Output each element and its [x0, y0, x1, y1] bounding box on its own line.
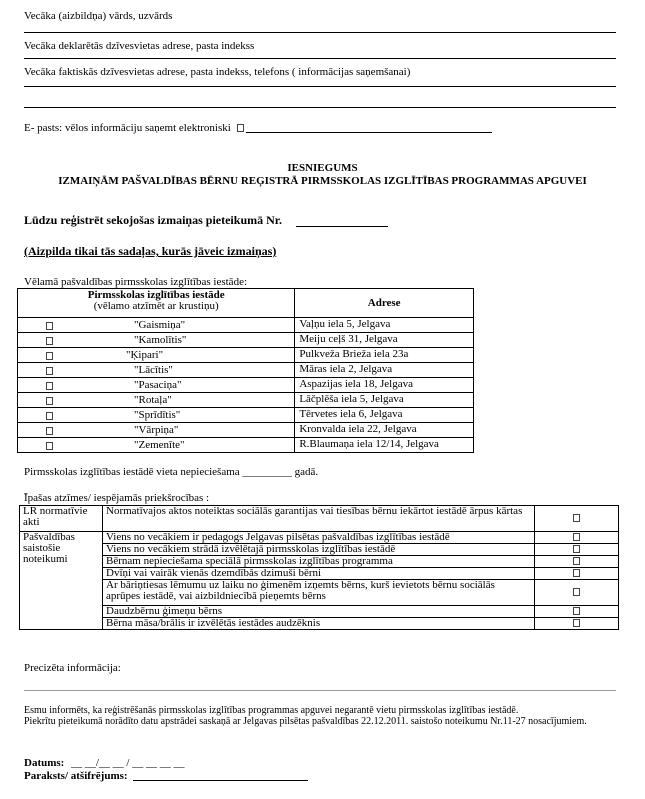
institution-row — [18, 348, 474, 363]
request-text: Lūdzu reģistrēt sekojošas izmaiņas pieteikumā Nr. — [24, 213, 282, 227]
institution-name-cell — [18, 318, 295, 333]
privilege-checkbox-cell — [535, 618, 619, 630]
institution-checkbox[interactable] — [46, 337, 53, 345]
institution-row — [18, 393, 474, 408]
privilege-checkbox[interactable] — [573, 607, 580, 615]
document-title: IESNIEGUMS — [287, 162, 358, 174]
note-text: (Aizpilda tikai tās sadaļas, kurās jāveic izmaiņas) — [24, 244, 277, 258]
institution-caption: Vēlamā pašvaldības pirmsskolas izglītības iestāde: — [24, 276, 248, 288]
privilege-checkbox[interactable] — [573, 545, 580, 553]
date-field[interactable]: __ __/__ __ / __ __ __ __ — [71, 757, 185, 769]
notice — [24, 705, 620, 727]
privilege-checkbox[interactable] — [573, 588, 580, 596]
institution-address: Lāčplēša iela 5, Jelgava — [295, 393, 474, 408]
privilege-text: Daudzbērnu ģimeņu bērns — [103, 606, 535, 618]
institution-checkbox[interactable] — [46, 367, 53, 375]
institution-checkbox[interactable] — [46, 382, 53, 390]
institution-name: "Kamolītis" — [134, 334, 187, 346]
institution-address: Pulkveža Brieža iela 23a — [295, 348, 474, 363]
institution-name: "Ķipari" — [126, 349, 164, 361]
institution-name: "Zemenīte" — [134, 439, 185, 451]
email-field[interactable] — [246, 132, 492, 133]
application-number-field[interactable] — [296, 226, 388, 227]
privilege-row — [20, 580, 619, 606]
institution-row — [18, 423, 474, 438]
privilege-checkbox-cell — [535, 506, 619, 532]
institution-name-cell — [18, 348, 295, 363]
group-label-municipal-rules: Pašvaldības saistošie noteikumi — [20, 532, 103, 630]
privilege-checkbox-cell — [535, 606, 619, 618]
privilege-row — [20, 606, 619, 618]
signature-row — [24, 770, 128, 782]
privilege-text: Normatīvajos aktos noteiktas sociālās garantijas vai tiesības bērnu iekārtot iestādē ārpus kārtas — [103, 506, 535, 532]
privilege-checkbox-cell — [535, 580, 619, 606]
institution-checkbox[interactable] — [46, 322, 53, 330]
group-label-normative-acts: LR normatīvie akti — [20, 506, 103, 532]
notice-line-2: Piekrītu pieteikumā norādīto datu apstrādei saskaņā ar Jelgavas pilsētas pašvaldības 22.12.2011. saistošo noteikumu Nr.11-27 nosacījumiem. — [24, 716, 587, 727]
institution-name-cell — [18, 363, 295, 378]
actual-address-field[interactable] — [24, 86, 616, 87]
parent-name-label: Vecāka (aizbildņa) vārds, uzvārds — [24, 10, 173, 22]
date-label: Datums: — [24, 757, 65, 769]
signature-field[interactable] — [133, 780, 308, 781]
institution-address: Kronvalda iela 22, Jelgava — [295, 423, 474, 438]
email-row — [24, 122, 244, 134]
privilege-text: Bērna māsa/brālis ir izvēlētās iestādes audzēknis — [103, 618, 535, 630]
notice-line-1: Esmu informēts, ka reģistrēšanās pirmsskolas izglītības programmas apguvei negarantē vietu pirmsskolas izglītības iestādē. — [24, 705, 519, 716]
privilege-text: Viens no vecākiem strādā izvēlētajā pirmsskolas izglītības iestādē — [103, 544, 535, 556]
institution-checkbox[interactable] — [46, 397, 53, 405]
institution-name-cell — [18, 423, 295, 438]
institution-name-cell — [18, 393, 295, 408]
institution-address: Aspazijas iela 18, Jelgava — [295, 378, 474, 393]
privilege-checkbox[interactable] — [573, 557, 580, 565]
institution-checkbox[interactable] — [46, 412, 53, 420]
privilege-checkbox[interactable] — [573, 514, 580, 522]
privilege-row — [20, 556, 619, 568]
institution-checkbox[interactable] — [46, 352, 53, 360]
institution-name: "Rotaļa" — [134, 394, 172, 406]
privilege-text: Ar bāriņtiesas lēmumu uz laiku no ģimenēm izņemts bērns, kurš ievietots bērnu sociālās aprūpes iestādē, vai aizbildniecībā pieņemts bērns — [103, 580, 535, 606]
institution-name: "Gaismiņa" — [134, 319, 186, 331]
document-subtitle: IZMAIŅĀM PAŠVALDĪBAS BĒRNU REĢISTRĀ PIRMSSKOLAS IZGLĪTĪBAS PROGRAMMAS APGUVEI — [58, 175, 587, 187]
institution-name: "Pasaciņa" — [134, 379, 182, 391]
institution-checkbox[interactable] — [46, 427, 53, 435]
privilege-checkbox-cell — [535, 568, 619, 580]
institution-name-cell — [18, 333, 295, 348]
institution-row — [18, 363, 474, 378]
date-row — [24, 757, 184, 769]
institution-row — [18, 408, 474, 423]
parent-name-field[interactable] — [24, 32, 616, 33]
institution-name-cell — [18, 408, 295, 423]
privilege-row — [20, 506, 619, 532]
clarified-info-label: Precizēta informācija: — [24, 662, 121, 674]
actual-address-label: Vecāka faktiskās dzīvesvietas adrese, pasta indekss, telefons ( informācijas saņemšanai) — [24, 66, 411, 78]
email-label: E- pasts: vēlos informāciju saņemt elektroniski — [24, 122, 231, 134]
signature-label: Paraksts/ atšifrējums: — [24, 770, 128, 782]
privilege-text: Dvīņi vai vairāk vienās dzemdībās dzimuši bērni — [103, 568, 535, 580]
declared-address-field[interactable] — [24, 58, 616, 59]
place-needed-row: Pirmsskolas izglītības iestādē vieta nepieciešama _________ gadā. — [24, 466, 319, 478]
institution-checkbox[interactable] — [46, 442, 53, 450]
actual-address-field-2[interactable] — [24, 107, 616, 108]
privilege-checkbox[interactable] — [573, 569, 580, 577]
place-needed-year-field[interactable]: _________ — [242, 466, 292, 478]
institution-table-header — [18, 289, 474, 318]
privilege-checkbox[interactable] — [573, 533, 580, 541]
privilege-text: Viens no vecākiem ir pedagogs Jelgavas pilsētas pašvaldības izglītības iestādē — [103, 532, 535, 544]
privilege-row — [20, 618, 619, 630]
institution-row — [18, 318, 474, 333]
privilege-checkbox-cell — [535, 556, 619, 568]
institution-row — [18, 378, 474, 393]
declared-address-label: Vecāka deklarētās dzīvesvietas adrese, pasta indekss — [24, 40, 255, 52]
privilege-text: Bērnam nepieciešama speciālā pirmsskolas izglītības programma — [103, 556, 535, 568]
institution-address: Māras iela 2, Jelgava — [295, 363, 474, 378]
clarified-info-field[interactable] — [24, 690, 616, 691]
institution-row — [18, 438, 474, 453]
institution-col-header: Pirmsskolas izglītības iestāde (vēlamo atzīmēt ar krustiņu) — [18, 289, 295, 318]
institution-table — [17, 288, 474, 453]
privileges-caption: Īpašas atzīmes/ iespējamās priekšrocības : — [24, 492, 210, 504]
institution-address: R.Blaumaņa iela 12/14, Jelgava — [295, 438, 474, 453]
institution-name: "Lācītis" — [134, 364, 173, 376]
privilege-checkbox-cell — [535, 544, 619, 556]
address-col-header: Adrese — [295, 289, 474, 318]
institution-name: "Sprīdītis" — [134, 409, 181, 421]
institution-row — [18, 333, 474, 348]
email-checkbox[interactable] — [237, 124, 244, 132]
privilege-row — [20, 532, 619, 544]
institution-name: "Vārpiņa" — [134, 424, 179, 436]
privilege-checkbox-cell — [535, 532, 619, 544]
institution-address: Vaļņu iela 5, Jelgava — [295, 318, 474, 333]
privilege-row — [20, 544, 619, 556]
institution-address: Tērvetes iela 6, Jelgava — [295, 408, 474, 423]
privilege-checkbox[interactable] — [573, 619, 580, 627]
institution-name-cell — [18, 378, 295, 393]
institution-name-cell — [18, 438, 295, 453]
institution-address: Meiju ceļš 31, Jelgava — [295, 333, 474, 348]
privileges-table — [19, 505, 619, 630]
privilege-row — [20, 568, 619, 580]
